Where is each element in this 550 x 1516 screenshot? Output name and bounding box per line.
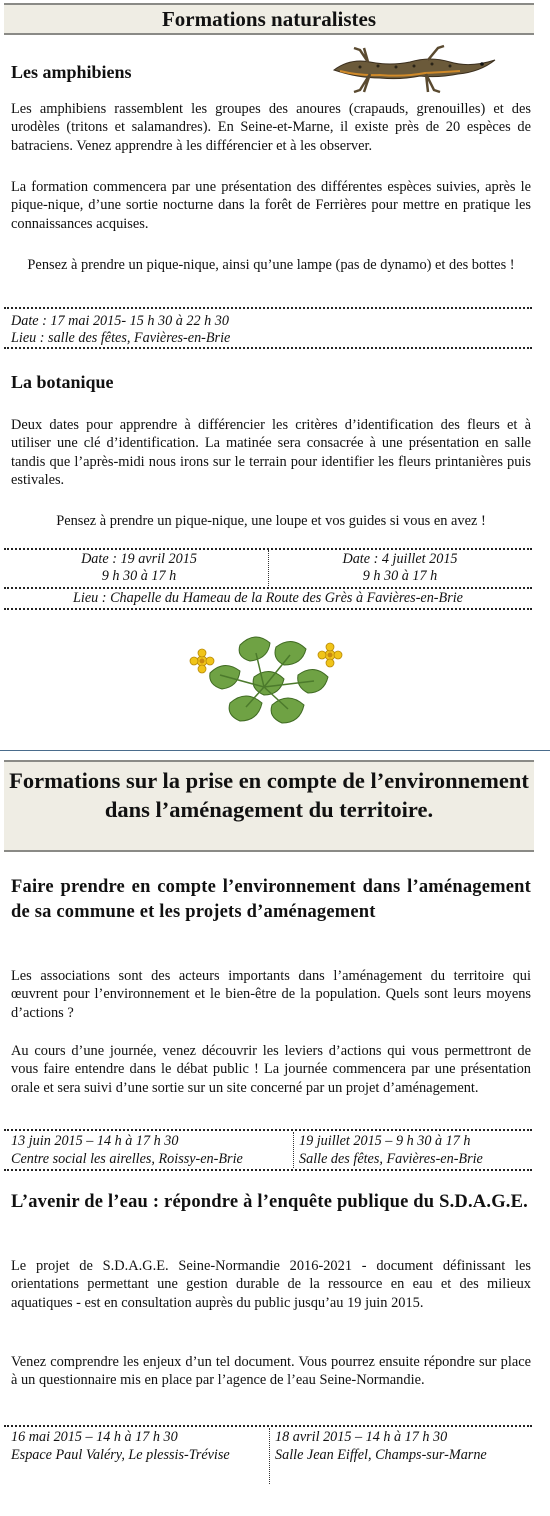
amenagement-session-1-date: 13 juin 2015 – 14 h à 17 h 30: [11, 1133, 179, 1149]
column-divider: [293, 1132, 294, 1168]
divider: [4, 1169, 532, 1171]
heading-botanique: La botanique: [11, 372, 114, 392]
botanique-intro: Deux dates pour apprendre à différencier les critères d’identification des fleurs et à utiliser une clé d’identification. La matinée sera consacrée à une présentation en salle tandis que l’après-midi nous irons sur le terrain pour identifier les fleurs printanières puis estivales.: [11, 417, 531, 489]
heading-amenagement: Faire prendre en compte l’environnement dans l’aménagement de sa commune et les projets d’aménagement: [11, 877, 531, 922]
amphibiens-programme: La formation commencera par une présentation des différentes espèces suivies, après le pique-nique, d’une sortie nocturne dans la forêt de Ferrières pour mettre en pratique les connaissances acquises.: [11, 179, 531, 232]
botanique-lieu: Lieu : Chapelle du Hameau de la Route des Grès à Favières-en-Brie: [73, 590, 463, 606]
divider: [4, 608, 532, 610]
flower-illustration: [180, 625, 360, 740]
amphibiens-date: Date : 17 mai 2015- 15 h 30 à 22 h 30: [11, 313, 229, 329]
eau-session-1-lieu: Espace Paul Valéry, Le plessis-Trévise: [11, 1447, 230, 1463]
divider: [4, 347, 532, 349]
section-separator: [0, 750, 550, 751]
botanique-date-2: Date : 4 juillet 2015: [342, 551, 458, 567]
eau-programme: Venez comprendre les enjeux d’un tel document. Vous pourrez ensuite répondre sur place à un questionnaire mis en place par l’agence de l’eau Seine-Normandie.: [11, 1354, 531, 1389]
botanique-time-2: 9 h 30 à 17 h: [362, 568, 438, 584]
amenagement-session-2-date: 19 juillet 2015 – 9 h 30 à 17 h: [299, 1133, 471, 1149]
amphibiens-lieu: Lieu : salle des fêtes, Favières-en-Brie: [11, 330, 231, 346]
botanique-date-1: Date : 19 avril 2015: [81, 551, 197, 567]
amenagement-programme: Au cours d’une journée, venez découvrir les leviers d’actions qui vous permettront de vous faire entendre dans le débat public ! La journée commencera par une présentation orale et sera suivi d’une sortie sur un site concerné par un projet d’aménagement.: [11, 1043, 531, 1096]
botanique-time-1: 9 h 30 à 17 h: [101, 568, 177, 584]
eau-session-1-date: 16 mai 2015 – 14 h à 17 h 30: [11, 1429, 178, 1445]
eau-session-2-date: 18 avril 2015 – 14 h à 17 h 30: [275, 1429, 448, 1445]
divider: [4, 1425, 532, 1427]
divider: [4, 307, 532, 309]
heading-eau: L’avenir de l’eau : répondre à l’enquête publique du S.D.A.G.E.: [11, 1192, 528, 1212]
amenagement-intro: Les associations sont des acteurs importants dans l’aménagement du territoire qui œuvrent pour l’environnement et le bien-être de la population. Quels sont leurs moyens d’actions ?: [11, 968, 531, 1021]
eau-intro: Le projet de S.D.A.G.E. Seine-Normandie 2016-2021 - document définissant les orientations permettant une gestion durable de la ressource en eau et des milieux aquatiques - est en consultation auprès du public jusqu’au 19 juin 2015.: [11, 1258, 531, 1311]
divider: [4, 1129, 532, 1131]
amphibiens-note: Pensez à prendre un pique-nique, ainsi qu’une lampe (pas de dynamo) et des bottes !: [27, 257, 515, 273]
divider: [4, 587, 532, 589]
section-title-naturalistes: Formations naturalistes: [4, 3, 534, 35]
botanique-note: Pensez à prendre un pique-nique, une loupe et vos guides si vous en avez !: [56, 513, 486, 529]
column-divider: [268, 550, 269, 586]
amphibiens-intro: Les amphibiens rassemblent les groupes des anoures (crapauds, grenouilles) et des urodèles (tritons et salamandres). En Seine-et-Marne, il existe près de 20 espèces de batraciens. Venez apprendre à les différencier et à les observer.: [11, 101, 531, 154]
heading-amphibiens: Les amphibiens: [11, 62, 132, 82]
newt-illustration: [330, 40, 500, 100]
eau-session-2-lieu: Salle Jean Eiffel, Champs-sur-Marne: [275, 1447, 487, 1463]
amenagement-session-1-lieu: Centre social les airelles, Roissy-en-Brie: [11, 1151, 243, 1167]
amenagement-session-2-lieu: Salle des fêtes, Favières-en-Brie: [299, 1151, 483, 1167]
section-title-amenagement: Formations sur la prise en compte de l’environnement dans l’aménagement du territoire.: [4, 760, 534, 852]
column-divider: [269, 1428, 270, 1484]
